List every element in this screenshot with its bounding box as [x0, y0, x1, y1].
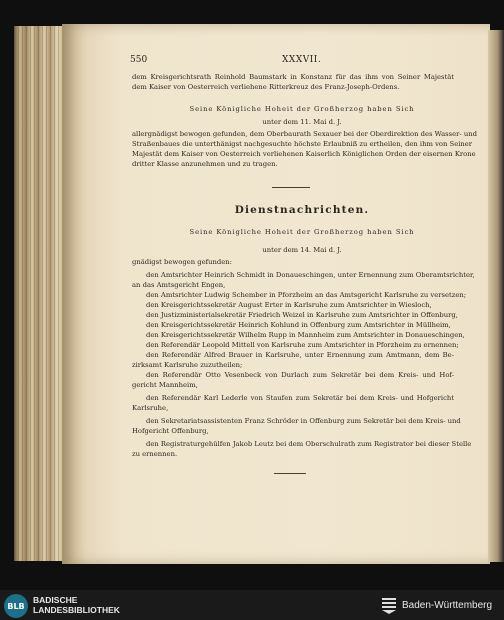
divider-rule	[272, 187, 310, 188]
royal-line: Seine Königliche Hoheit der Großherzog haben Sich	[189, 105, 415, 113]
date-line: unter dem 11. Mai d. J.	[262, 118, 342, 126]
page-header: XXXVII.	[282, 55, 322, 65]
text-line: Karlsruhe,	[132, 404, 169, 412]
text-line: den Referendär Leopold Mittell von Karlsruhe zum Amtsrichter in Pforzheim zu ernennen;	[146, 341, 459, 349]
text-line: den Amtsrichter Heinrich Schmidt in Donaueschingen, unter Ernennung zum Oberamtsrichter,	[146, 271, 475, 279]
text-line: Majestät dem Kaiser von Oesterreich verliehenen Kaiserlich Königlichen Orden der eisernen Krone	[132, 150, 476, 158]
divider-rule	[274, 473, 306, 474]
state-coat-of-arms-icon	[380, 595, 398, 615]
text-line: zu ernennen.	[132, 450, 178, 458]
text-line: Hofgericht Offenburg,	[132, 427, 209, 435]
page-stack-edges	[14, 26, 64, 561]
text-line: den Registraturgehülfen Jakob Leutz bei dem Oberschulrath zum Registrator bei dieser Stelle	[146, 440, 472, 448]
text-line: den Sekretariatsassistenten Franz Schröder in Offenburg zum Sekretär bei dem Kreis- und	[146, 417, 461, 425]
text-line: dritter Klasse anzunehmen und zu tragen.	[132, 160, 278, 168]
text-line: den Kreisgerichtssekretär Wilhelm Rupp in Mannheim zum Amtsrichter in Donaueschingen,	[146, 331, 465, 339]
library-name-line-1: BADISCHE	[33, 595, 78, 605]
intro-line: gnädigst bewogen gefunden:	[132, 258, 232, 266]
text-line: den Referendär Alfred Brauer in Karlsruhe, unter Ernennung zum Amtmann, dem Be-	[146, 351, 454, 359]
text-line: dem Kaiser von Oesterreich verliehene Ritterkreuz des Franz-Joseph-Ordens.	[132, 83, 400, 91]
section-title: Dienstnachrichten.	[234, 204, 370, 216]
text-line: den Referendär Karl Lederle von Staufen zum Sekretär bei dem Kreis- und Hofgericht	[146, 394, 454, 402]
royal-line: Seine Königliche Hoheit der Großherzog haben Sich	[189, 228, 415, 236]
text-line: den Justizministerialsekretär Friedrich Weizel in Karlsruhe zum Amtsrichter in Offenburg,	[146, 311, 458, 319]
text-line: den Referendär Otto Vesenbeck von Durlach zum Sekretär bei dem Kreis- und Hof-	[146, 371, 454, 379]
library-name-line-2: LANDESBIBLIOTHEK	[33, 605, 120, 615]
text-line: an das Amtsgericht Engen,	[132, 281, 226, 289]
blb-logo[interactable]: BLB	[4, 594, 28, 618]
state-name[interactable]: Baden-Württemberg	[402, 600, 493, 611]
text-line: den Kreisgerichtssekretär August Erter in Karlsruhe zum Amtsrichter in Wiesloch,	[146, 301, 432, 309]
text-line: den Kreisgerichtssekretär Heinrich Kohlund in Offenburg zum Amtsrichter in Müllheim,	[146, 321, 451, 329]
date-line: unter dem 14. Mai d. J.	[262, 246, 342, 254]
text-line: den Amtsrichter Ludwig Schember in Pforzheim an das Amtsgericht Karlsruhe zu versetzen;	[146, 291, 467, 299]
text-line: Straßenbaues die unterthänigst nachgesuchte höchste Erlaubniß zu ertheilen, den ihm von Seiner	[132, 140, 473, 148]
right-page-edge	[488, 30, 504, 562]
text-line: zirksamt Karlsruhe zuzutheilen;	[132, 361, 243, 369]
text-line: gericht Mannheim,	[132, 381, 198, 389]
text-line: allergnädigst bewogen gefunden, dem Oberbaurath Sexauer bei der Oberdirektion des Wasser- und	[132, 130, 477, 138]
page-number: 550	[130, 55, 148, 65]
text-line: dem Kreisgerichtsrath Reinhold Baumstark in Konstanz für das ihm von Seiner Majestät	[132, 73, 454, 81]
